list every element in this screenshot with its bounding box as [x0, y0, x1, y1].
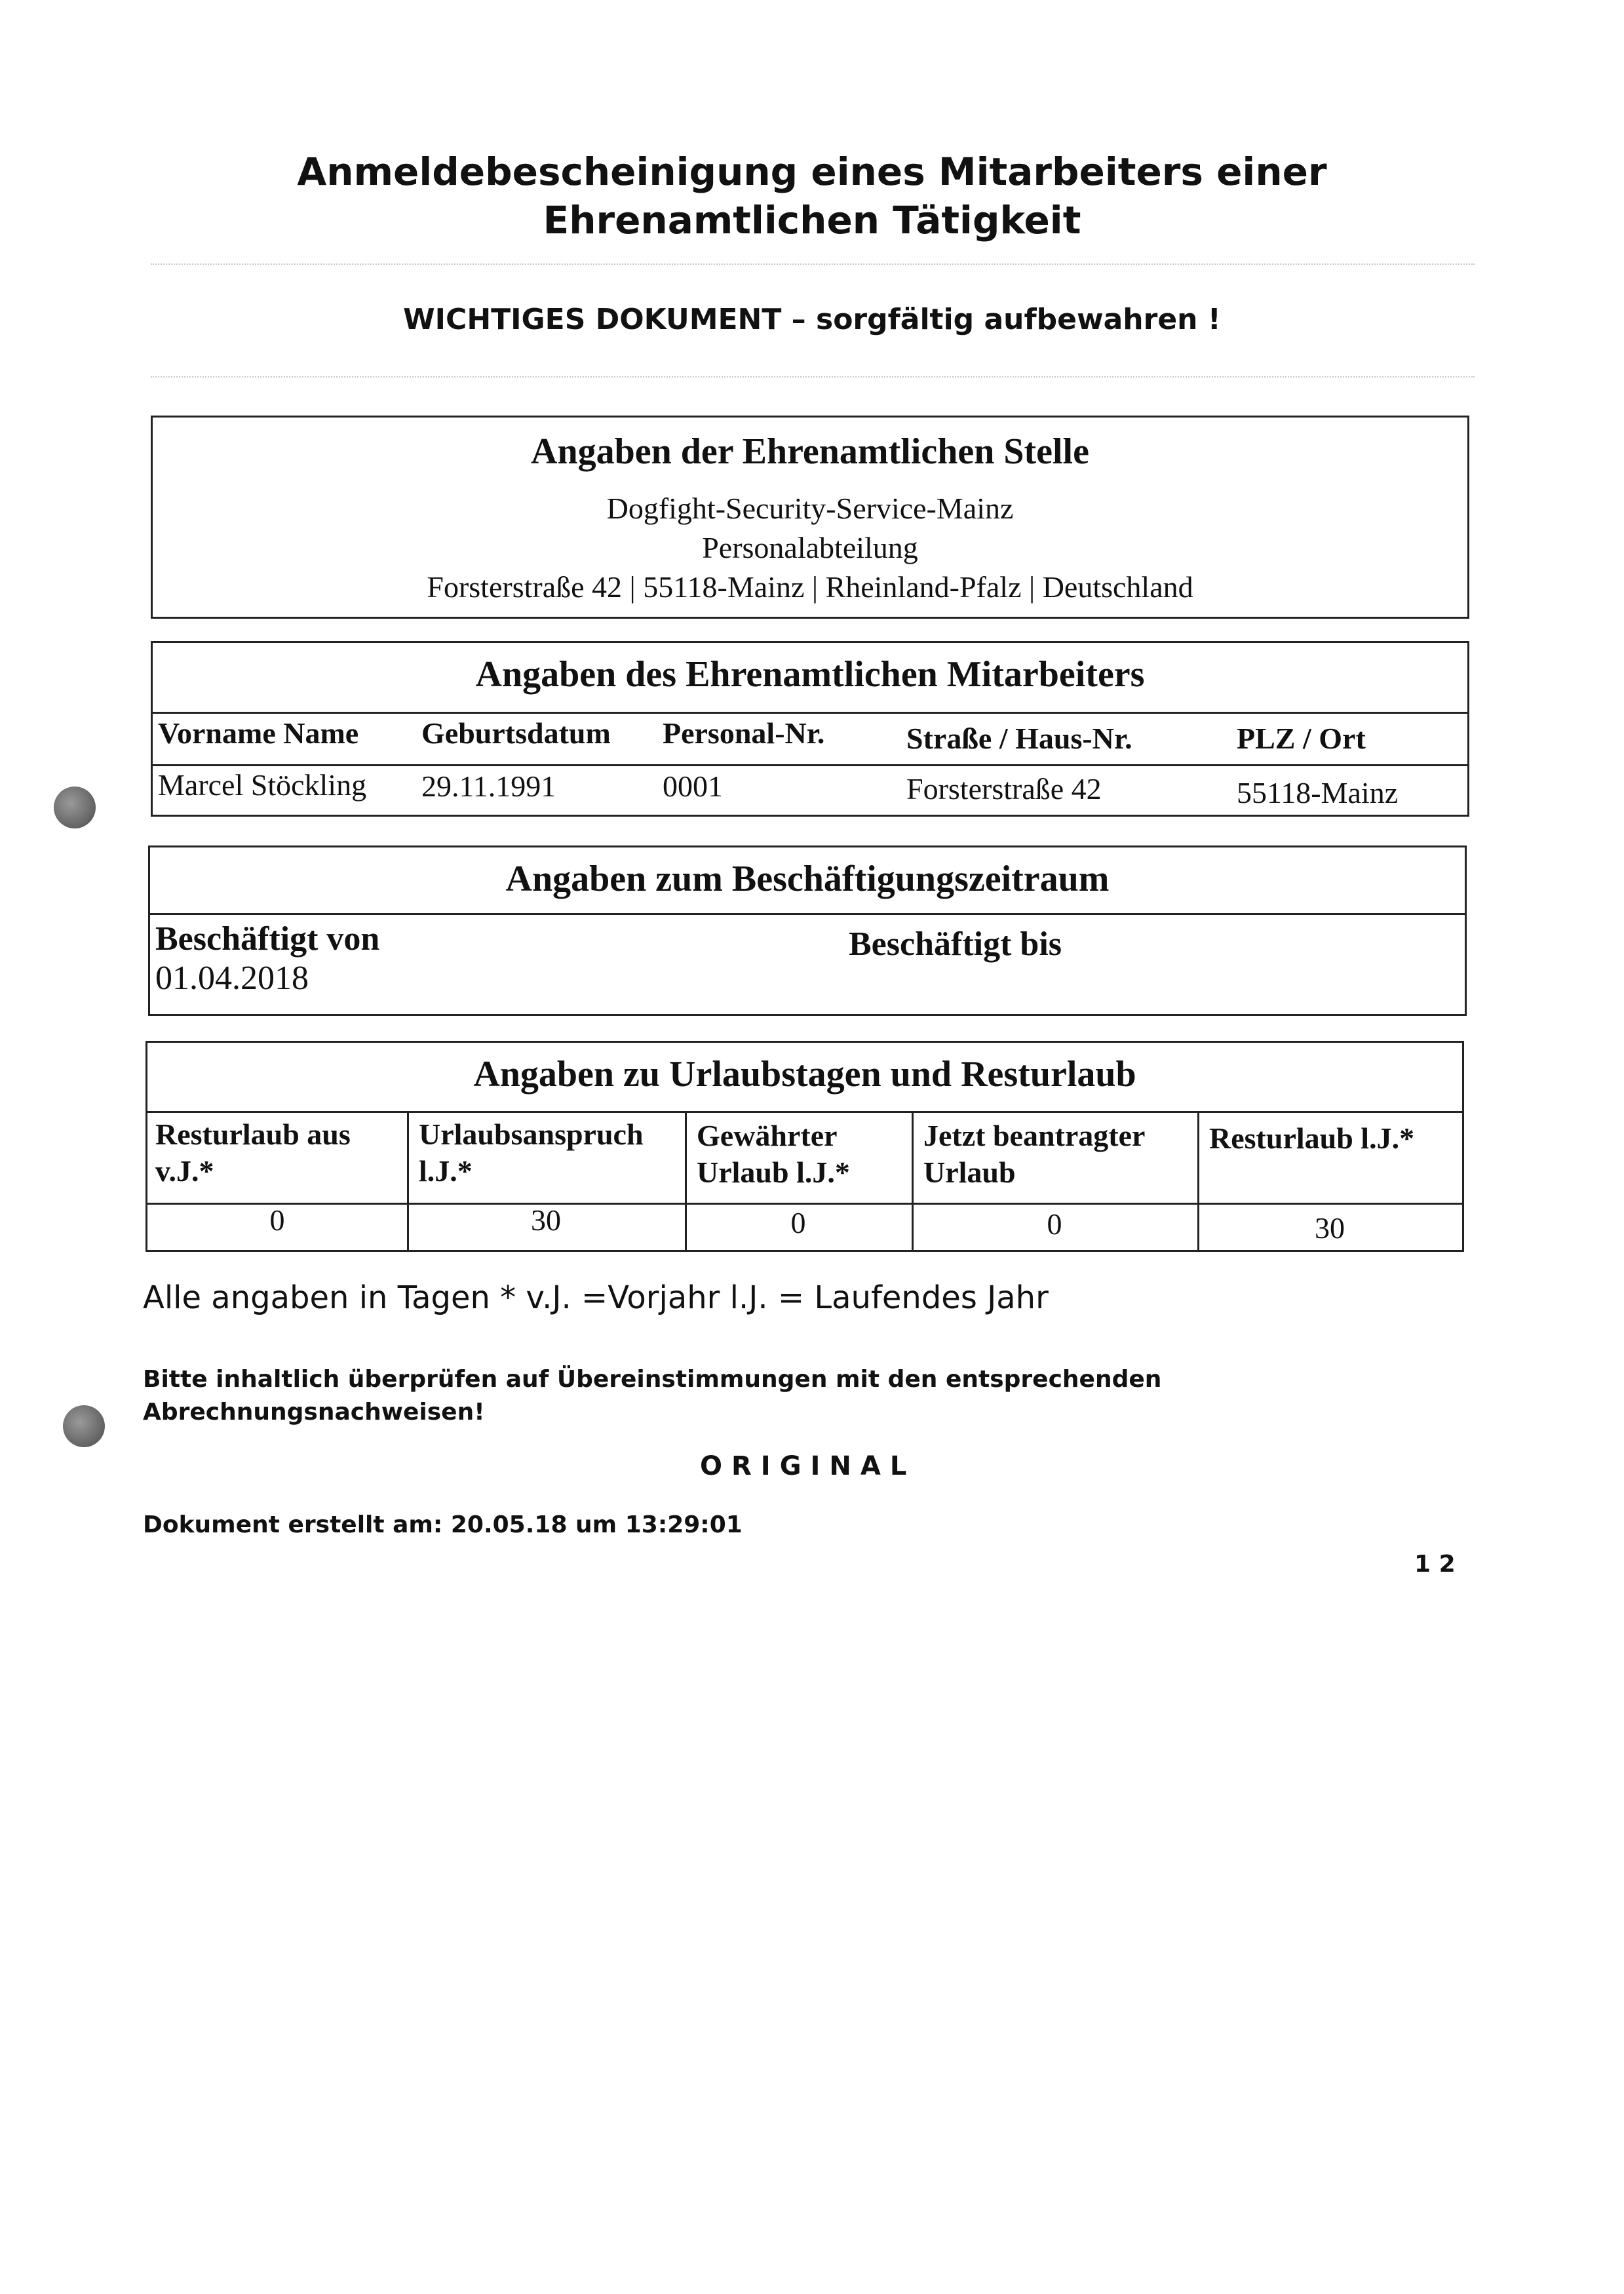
page-number: 1 2 [1414, 1551, 1456, 1578]
vacation-box [145, 1041, 1464, 1252]
organization-department: Personalabteilung [702, 531, 918, 564]
vacation-value-remaining-prev: 0 [269, 1203, 285, 1237]
employee-box [151, 641, 1469, 817]
vacation-col-remaining-current [1209, 1120, 1414, 1157]
organization-heading: Angaben der Ehrenamtlichen Stelle [531, 431, 1089, 472]
vacation-value-requested: 0 [1047, 1207, 1062, 1241]
vacation-col-remaining-prev [155, 1116, 351, 1190]
vacation-divider-1 [147, 1111, 1462, 1113]
vacation-value-remaining-current: 30 [1315, 1211, 1345, 1245]
vacation-col-granted-line2: Urlaub l.J.* [697, 1156, 850, 1189]
document-title [0, 147, 1624, 244]
employee-heading: Angaben des Ehrenamtlichen Mitarbeiters [475, 654, 1145, 695]
check-note [143, 1363, 1161, 1429]
employment-heading: Angaben zum Beschäftigungszeitraum [505, 859, 1110, 899]
employment-box [148, 846, 1467, 1016]
employee-value-birthdate: 29.11.1991 [421, 769, 556, 803]
organization-address: Forsterstraße 42 | 55118-Mainz | Rheinland-Pfalz | Deutschland [427, 570, 1193, 604]
vacation-col-granted-line1: Gewährter [697, 1119, 838, 1152]
title-line-2: Ehrenamtlichen Tätigkeit [543, 198, 1081, 243]
vacation-col-granted [697, 1118, 850, 1191]
punch-hole-top [54, 787, 96, 828]
employee-divider-2 [153, 764, 1467, 766]
employee-col-birthdate: Geburtsdatum [421, 716, 611, 750]
vacation-heading: Angaben zu Urlaubstagen und Resturlaub [473, 1054, 1136, 1095]
employee-value-city: 55118-Mainz [1237, 776, 1399, 809]
vacation-col-requested-line1: Jetzt beantragter [923, 1119, 1146, 1152]
vacation-col-entitlement [419, 1116, 644, 1190]
employee-col-name: Vorname Name [158, 716, 359, 750]
title-line-1: Anmeldebescheinigung eines Mitarbeiters einer [297, 149, 1327, 194]
employee-value-name: Marcel Stöckling [158, 768, 367, 802]
dotted-divider-bottom [151, 376, 1475, 378]
punch-hole-bottom [63, 1405, 105, 1447]
employment-divider [150, 913, 1465, 915]
legend-note: Alle angaben in Tagen * v.J. =Vorjahr l.J. = Laufendes Jahr [143, 1279, 1049, 1316]
organization-name: Dogfight-Security-Service-Mainz [606, 492, 1014, 525]
employee-value-street: Forsterstraße 42 [906, 772, 1102, 806]
vacation-col-requested-line2: Urlaub [923, 1156, 1016, 1189]
vacation-col-requested [923, 1118, 1145, 1191]
organization-box [151, 416, 1469, 619]
vacation-col-remaining-prev-line2: v.J.* [155, 1154, 214, 1188]
employee-col-city: PLZ / Ort [1237, 722, 1366, 755]
check-note-line2: Abrechnungsnachweisen! [143, 1399, 485, 1426]
original-stamp: ORIGINAL [700, 1451, 916, 1481]
check-note-line1: Bitte inhaltlich überprüfen auf Übereinstimmungen mit den entsprechenden [143, 1366, 1162, 1393]
employment-from-label: Beschäftigt von [155, 920, 380, 958]
employee-col-personnel-no: Personal-Nr. [663, 716, 825, 750]
created-date: Dokument erstellt am: 20.05.18 um 13:29:01 [143, 1511, 743, 1538]
vacation-value-entitlement: 30 [531, 1203, 561, 1237]
important-notice: WICHTIGES DOKUMENT – sorgfältig aufbewahren ! [403, 303, 1221, 336]
vacation-col-remaining-prev-line1: Resturlaub aus [155, 1118, 351, 1151]
employee-divider-1 [153, 712, 1467, 714]
vacation-col-remaining-current-line1: Resturlaub l.J.* [1209, 1121, 1415, 1155]
vacation-col-entitlement-line2: l.J.* [419, 1154, 473, 1188]
dotted-divider-top [151, 263, 1475, 265]
vacation-col-entitlement-line1: Urlaubsanspruch [419, 1118, 644, 1151]
employment-to-label: Beschäftigt bis [849, 925, 1062, 963]
employment-from-value: 01.04.2018 [155, 960, 309, 997]
employee-col-street: Straße / Haus-Nr. [906, 722, 1132, 755]
employee-value-personnel-no: 0001 [663, 769, 723, 803]
vacation-value-granted: 0 [790, 1206, 806, 1239]
